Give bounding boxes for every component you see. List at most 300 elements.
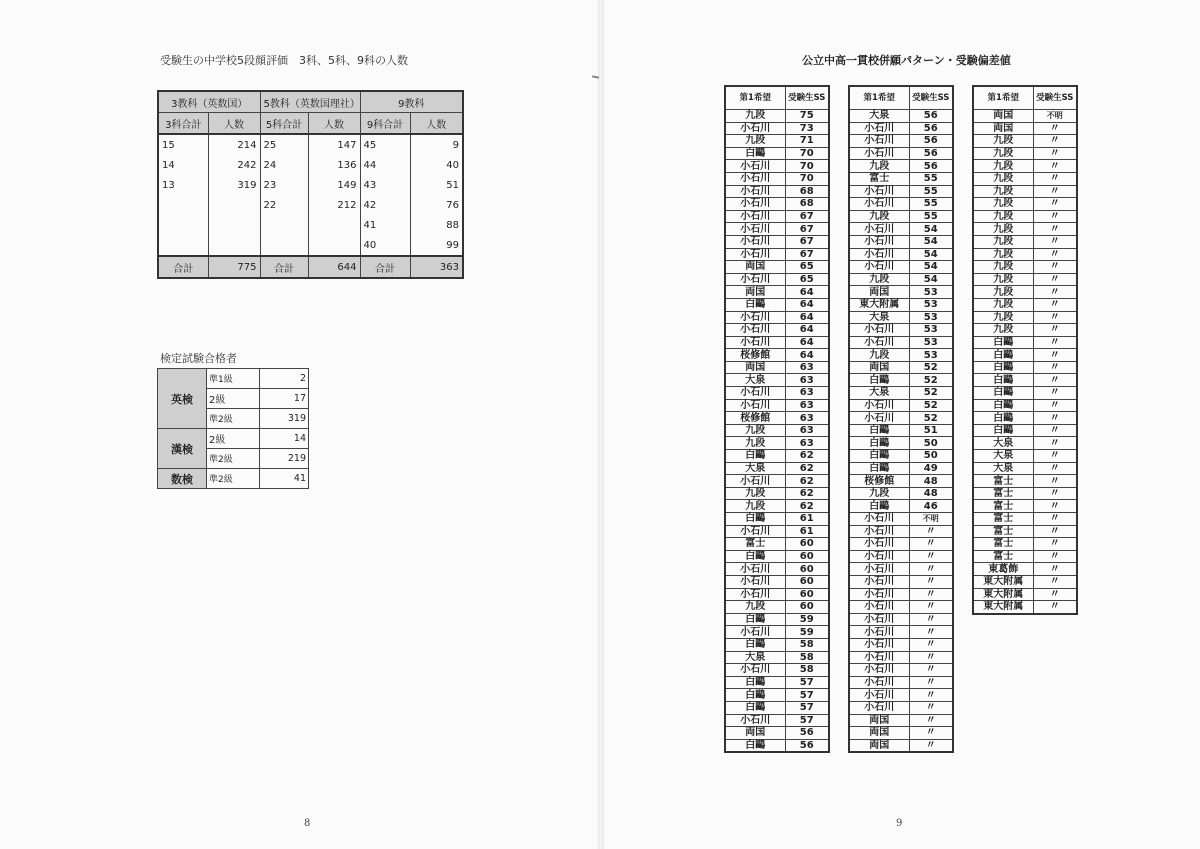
ss-cell: 53 (909, 336, 953, 349)
school-cell: 小石川 (725, 248, 785, 261)
table-row (725, 613, 829, 626)
school-cell: 両国 (849, 286, 909, 299)
table-row (849, 676, 953, 689)
ss-cell: 50 (909, 450, 953, 463)
ss-cell: 〃 (909, 727, 953, 740)
ss-cell: 56 (909, 122, 953, 135)
school-cell: 小石川 (725, 311, 785, 324)
table-row (849, 349, 953, 362)
table-row (973, 248, 1077, 261)
table-row (973, 487, 1077, 500)
ss-cell: 〃 (1033, 185, 1077, 198)
school-cell: 富士 (973, 475, 1033, 488)
table-row (973, 223, 1077, 236)
table-row (725, 450, 829, 463)
ss-cell: 不明 (909, 513, 953, 526)
school-cell: 小石川 (849, 235, 909, 248)
school-cell: 白鷗 (725, 550, 785, 563)
ss-cell: 〃 (909, 664, 953, 677)
table-row (849, 198, 953, 211)
school-cell: 九段 (973, 185, 1033, 198)
table-row (849, 135, 953, 148)
table-row (849, 261, 953, 274)
school-cell: 富士 (973, 525, 1033, 538)
school-cell: 小石川 (849, 412, 909, 425)
school-cell: 桜修館 (849, 475, 909, 488)
header-student-ss: 受験生SS (1033, 86, 1077, 110)
table-row (973, 349, 1077, 362)
ss-cell: 59 (785, 626, 829, 639)
deviation-header-row (725, 86, 829, 110)
school-cell: 東葛飾 (973, 563, 1033, 576)
table-row (725, 198, 829, 211)
ss-cell: 〃 (1033, 147, 1077, 160)
school-cell: 白鷗 (973, 361, 1033, 374)
ss-cell: 60 (785, 550, 829, 563)
sub-header: 人数 (208, 113, 260, 135)
score-cell (260, 215, 308, 235)
ss-cell: 62 (785, 475, 829, 488)
ss-cell: 65 (785, 273, 829, 286)
table-row (849, 613, 953, 626)
ss-cell: 〃 (1033, 513, 1077, 526)
school-cell: 小石川 (849, 601, 909, 614)
ss-cell: 67 (785, 223, 829, 236)
table-row (725, 248, 829, 261)
table-row (725, 135, 829, 148)
total-label: 合計 (260, 256, 308, 278)
ss-cell: 60 (785, 563, 829, 576)
deviation-table-2 (848, 85, 954, 753)
score-cell: 14 (158, 155, 208, 175)
school-cell: 桜修館 (725, 412, 785, 425)
count-cell: 9 (410, 134, 463, 155)
header-first-choice: 第1希望 (973, 86, 1033, 110)
school-cell: 九段 (849, 273, 909, 286)
ss-cell: 〃 (1033, 437, 1077, 450)
total-value: 775 (208, 256, 260, 278)
ss-cell: 〃 (909, 676, 953, 689)
school-cell: 小石川 (849, 525, 909, 538)
ss-cell: 48 (909, 487, 953, 500)
score-cell (260, 235, 308, 256)
table-row (725, 538, 829, 551)
kentei-count: 14 (260, 429, 309, 449)
table-row (849, 311, 953, 324)
school-cell: 両国 (725, 286, 785, 299)
ss-cell: 70 (785, 160, 829, 173)
ss-cell: 60 (785, 601, 829, 614)
ss-cell: 55 (909, 185, 953, 198)
ss-cell: 52 (909, 399, 953, 412)
school-cell: 白鷗 (725, 701, 785, 714)
table-row (973, 387, 1077, 400)
ss-cell: 〃 (909, 714, 953, 727)
ss-cell: 60 (785, 588, 829, 601)
table-row (849, 563, 953, 576)
school-cell: 九段 (725, 500, 785, 513)
ss-cell: 〃 (1033, 286, 1077, 299)
school-cell: 小石川 (725, 714, 785, 727)
sub-header: 人数 (410, 113, 463, 135)
school-cell: 白鷗 (725, 739, 785, 752)
table-row (973, 450, 1077, 463)
kentei-title: 検定試験合格者 (160, 352, 237, 365)
table-row (849, 538, 953, 551)
table-row (849, 500, 953, 513)
score-cell (158, 195, 208, 215)
table-row (158, 175, 463, 195)
table-row (725, 714, 829, 727)
school-cell: 両国 (849, 739, 909, 752)
school-cell: 小石川 (725, 336, 785, 349)
group-header-9: 9教科 (360, 91, 463, 113)
ss-cell: 〃 (1033, 361, 1077, 374)
school-cell: 白鷗 (725, 613, 785, 626)
table-row (725, 298, 829, 311)
table-row (725, 550, 829, 563)
ss-cell: 〃 (1033, 223, 1077, 236)
ss-cell: 55 (909, 198, 953, 211)
table-row (725, 513, 829, 526)
count-cell: 40 (410, 155, 463, 175)
table-row (973, 361, 1077, 374)
table-row (725, 261, 829, 274)
school-cell: 小石川 (849, 575, 909, 588)
table-row (849, 286, 953, 299)
table-row (973, 336, 1077, 349)
school-cell: 九段 (973, 235, 1033, 248)
ss-cell: 〃 (1033, 160, 1077, 173)
school-cell: 小石川 (725, 525, 785, 538)
ss-cell: 〃 (1033, 475, 1077, 488)
ss-cell: 〃 (1033, 324, 1077, 337)
ss-cell: 62 (785, 462, 829, 475)
ss-cell: 〃 (1033, 198, 1077, 211)
school-cell: 小石川 (849, 185, 909, 198)
kentei-grade: 2級 (206, 429, 259, 449)
count-cell (208, 195, 260, 215)
school-cell: 富士 (849, 172, 909, 185)
table-row (849, 412, 953, 425)
ss-cell: 〃 (909, 651, 953, 664)
ss-cell: 65 (785, 261, 829, 274)
school-cell: 両国 (725, 261, 785, 274)
table-row (973, 437, 1077, 450)
score-cell: 25 (260, 134, 308, 155)
school-cell: 九段 (725, 424, 785, 437)
school-cell: 小石川 (849, 135, 909, 148)
school-cell: 九段 (725, 437, 785, 450)
ss-cell: 〃 (1033, 122, 1077, 135)
table-row (725, 387, 829, 400)
table-row (973, 601, 1077, 614)
table-row (725, 727, 829, 740)
ss-cell: 〃 (909, 538, 953, 551)
table-row (849, 122, 953, 135)
table-row (725, 172, 829, 185)
ss-cell: 63 (785, 374, 829, 387)
table-row (973, 110, 1077, 123)
ss-cell: 58 (785, 664, 829, 677)
school-cell: 小石川 (849, 223, 909, 236)
school-cell: 九段 (849, 210, 909, 223)
table-row (849, 324, 953, 337)
school-cell: 白鷗 (725, 450, 785, 463)
school-cell: 白鷗 (725, 689, 785, 702)
ss-cell: 〃 (1033, 575, 1077, 588)
score-cell: 44 (360, 155, 410, 175)
ss-cell: 52 (909, 412, 953, 425)
ss-cell: 63 (785, 399, 829, 412)
ss-cell: 58 (785, 638, 829, 651)
ss-cell: 〃 (1033, 412, 1077, 425)
count-cell: 51 (410, 175, 463, 195)
table-row (725, 588, 829, 601)
table-row (849, 588, 953, 601)
school-cell: 白鷗 (973, 412, 1033, 425)
group-header-5: 5教科（英数国理社） (260, 91, 360, 113)
table-row (849, 701, 953, 714)
school-cell: 九段 (973, 261, 1033, 274)
ss-cell: 〃 (1033, 336, 1077, 349)
ss-cell: 57 (785, 714, 829, 727)
ss-cell: 〃 (1033, 563, 1077, 576)
table-row (973, 424, 1077, 437)
table-row (973, 298, 1077, 311)
header-first-choice: 第1希望 (725, 86, 785, 110)
school-cell: 小石川 (725, 664, 785, 677)
count-cell: 319 (208, 175, 260, 195)
table-row (725, 575, 829, 588)
kentei-count: 219 (260, 449, 309, 469)
table-row (725, 412, 829, 425)
school-cell: 小石川 (725, 324, 785, 337)
ss-cell: 〃 (1033, 525, 1077, 538)
ss-cell: 53 (909, 349, 953, 362)
kentei-count: 319 (260, 409, 309, 429)
ss-cell: 〃 (909, 613, 953, 626)
count-cell: 214 (208, 134, 260, 155)
score-cell (158, 215, 208, 235)
ss-cell: 68 (785, 198, 829, 211)
ss-cell: 〃 (909, 575, 953, 588)
table-row (725, 424, 829, 437)
table-row (849, 714, 953, 727)
table-row (725, 638, 829, 651)
ss-cell: 68 (785, 185, 829, 198)
table-row (973, 588, 1077, 601)
ss-cell: 〃 (1033, 424, 1077, 437)
kentei-grade: 準2級 (206, 449, 259, 469)
kentei-group: 漢検 (158, 429, 207, 469)
ss-cell: 〃 (909, 588, 953, 601)
ss-cell: 61 (785, 513, 829, 526)
table-row (725, 235, 829, 248)
school-cell: 大泉 (973, 462, 1033, 475)
total-label: 合計 (158, 256, 208, 278)
ss-cell: 64 (785, 298, 829, 311)
table-row (849, 626, 953, 639)
page-number-left: 8 (304, 818, 311, 829)
ss-cell: 64 (785, 336, 829, 349)
school-cell: 小石川 (849, 198, 909, 211)
ss-cell: 67 (785, 248, 829, 261)
table-row (725, 311, 829, 324)
scan-mark (592, 75, 599, 78)
table-row (158, 134, 463, 155)
ss-cell: 67 (785, 235, 829, 248)
ss-cell: 〃 (1033, 374, 1077, 387)
ss-cell: 53 (909, 311, 953, 324)
school-cell: 小石川 (849, 147, 909, 160)
ss-cell: 56 (785, 727, 829, 740)
ss-cell: 55 (909, 172, 953, 185)
ss-cell: 54 (909, 235, 953, 248)
ss-cell: 〃 (909, 601, 953, 614)
evaluation-title: 受験生の中学校5段顔評価 3科、5科、9科の人数 (160, 54, 408, 67)
table-row (725, 525, 829, 538)
table-row (849, 361, 953, 374)
table-row (725, 689, 829, 702)
table-row (849, 185, 953, 198)
ss-cell: 70 (785, 172, 829, 185)
school-cell: 東大附属 (973, 588, 1033, 601)
school-cell: 富士 (725, 538, 785, 551)
ss-cell: 52 (909, 374, 953, 387)
count-cell (308, 235, 360, 256)
school-cell: 大泉 (725, 462, 785, 475)
table-row (725, 210, 829, 223)
sub-header: 9科合計 (360, 113, 410, 135)
table-row (973, 538, 1077, 551)
total-label: 合計 (360, 256, 410, 278)
school-cell: 九段 (725, 110, 785, 123)
school-cell: 九段 (973, 273, 1033, 286)
school-cell: 小石川 (725, 475, 785, 488)
school-cell: 両国 (725, 361, 785, 374)
school-cell: 小石川 (849, 701, 909, 714)
table-row (725, 664, 829, 677)
school-cell: 大泉 (849, 311, 909, 324)
school-cell: 小石川 (725, 235, 785, 248)
school-cell: 白鷗 (973, 387, 1033, 400)
ss-cell: 75 (785, 110, 829, 123)
school-cell: 両国 (849, 361, 909, 374)
ss-cell: 〃 (1033, 399, 1077, 412)
count-cell: 76 (410, 195, 463, 215)
table-row (849, 147, 953, 160)
deviation-table-3 (972, 85, 1078, 615)
ss-cell: 〃 (909, 525, 953, 538)
ss-cell: 60 (785, 538, 829, 551)
school-cell: 小石川 (849, 336, 909, 349)
ss-cell: 71 (785, 135, 829, 148)
table-row (973, 311, 1077, 324)
table-row (725, 701, 829, 714)
school-cell: 白鷗 (849, 374, 909, 387)
ss-cell: 〃 (909, 701, 953, 714)
ss-cell: 56 (909, 147, 953, 160)
table-row (725, 500, 829, 513)
school-cell: 小石川 (725, 160, 785, 173)
table-row (725, 286, 829, 299)
table-row (849, 248, 953, 261)
school-cell: 富士 (973, 550, 1033, 563)
ss-cell: 54 (909, 223, 953, 236)
table-row (849, 475, 953, 488)
table-row (725, 122, 829, 135)
school-cell: 東大附属 (973, 575, 1033, 588)
table-row (849, 273, 953, 286)
school-cell: 九段 (725, 487, 785, 500)
header-first-choice: 第1希望 (849, 86, 909, 110)
ss-cell: 64 (785, 311, 829, 324)
ss-cell: 73 (785, 122, 829, 135)
school-cell: 九段 (973, 172, 1033, 185)
school-cell: 両国 (973, 122, 1033, 135)
count-cell: 88 (410, 215, 463, 235)
school-cell: 小石川 (849, 689, 909, 702)
table-row (849, 525, 953, 538)
table-row (849, 550, 953, 563)
table-row (849, 437, 953, 450)
school-cell: 九段 (973, 210, 1033, 223)
school-cell: 小石川 (725, 223, 785, 236)
school-cell: 小石川 (725, 387, 785, 400)
table-row (725, 273, 829, 286)
school-cell: 九段 (973, 286, 1033, 299)
score-cell: 42 (360, 195, 410, 215)
table-row (849, 223, 953, 236)
table-row (973, 235, 1077, 248)
ss-cell: 46 (909, 500, 953, 513)
school-cell: 九段 (973, 324, 1033, 337)
ss-cell: 61 (785, 525, 829, 538)
table-row (973, 374, 1077, 387)
ss-cell: 〃 (909, 550, 953, 563)
page-gutter (598, 0, 604, 849)
ss-cell: 〃 (1033, 550, 1077, 563)
school-cell: 桜修館 (725, 349, 785, 362)
school-cell: 小石川 (849, 613, 909, 626)
ss-cell: 53 (909, 324, 953, 337)
table-row (725, 374, 829, 387)
table-row (973, 525, 1077, 538)
table-row (973, 412, 1077, 425)
ss-cell: 〃 (1033, 261, 1077, 274)
kentei-row (158, 429, 309, 449)
school-cell: 白鷗 (725, 147, 785, 160)
table-row (973, 399, 1077, 412)
school-cell: 白鷗 (725, 513, 785, 526)
table-row (849, 387, 953, 400)
table-row (973, 273, 1077, 286)
school-cell: 九段 (973, 135, 1033, 148)
group-header-3: 3教科（英数国） (158, 91, 260, 113)
school-cell: 小石川 (849, 664, 909, 677)
ss-cell: 〃 (1033, 538, 1077, 551)
ss-cell: 54 (909, 261, 953, 274)
school-cell: 九段 (725, 601, 785, 614)
school-cell: 小石川 (849, 324, 909, 337)
ss-cell: 53 (909, 286, 953, 299)
table-row (725, 185, 829, 198)
table-row (973, 575, 1077, 588)
ss-cell: 〃 (1033, 601, 1077, 614)
school-cell: 小石川 (849, 538, 909, 551)
ss-cell: 51 (909, 424, 953, 437)
